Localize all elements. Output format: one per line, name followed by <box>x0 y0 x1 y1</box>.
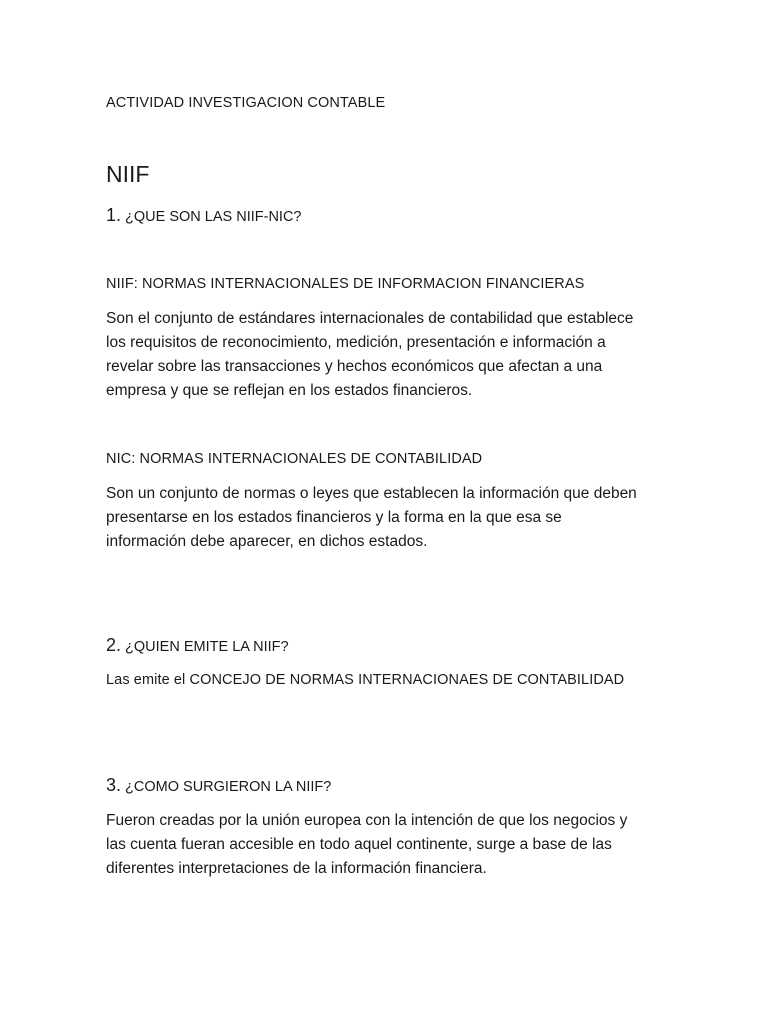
question-2-answer: Las emite el CONCEJO DE NORMAS INTERNACIONAES DE CONTABILIDAD <box>106 672 625 688</box>
question-2-number: 2. <box>106 635 122 655</box>
niif-subheading: NIIF: NORMAS INTERNACIONALES DE INFORMACION FINANCIERAS <box>106 276 585 292</box>
nic-definition <box>106 482 666 554</box>
question-1-number: 1. <box>106 205 122 225</box>
text-line: Fueron creadas por la unión europea con la intención de que los negocios y <box>106 812 628 829</box>
document-title: ACTIVIDAD INVESTIGACION CONTABLE <box>106 95 386 111</box>
question-1 <box>106 204 666 228</box>
question-3-number: 3. <box>106 775 122 795</box>
text-line: información debe aparecer, en dichos estados. <box>106 533 428 550</box>
question-3-answer <box>106 809 666 881</box>
text-line: las cuenta fueran accesible en todo aquel continente, surge a base de las <box>106 836 612 853</box>
text-line: revelar sobre las transacciones y hechos económicos que afectan a una <box>106 358 603 375</box>
text-line: diferentes interpretaciones de la información financiera. <box>106 860 487 877</box>
nic-subheading: NIC: NORMAS INTERNACIONALES DE CONTABILIDAD <box>106 451 483 467</box>
text-line: presentarse en los estados financieros y la forma en la que esa se <box>106 509 562 526</box>
text-line: los requisitos de reconocimiento, medición, presentación e información a <box>106 334 606 351</box>
question-2-text: ¿QUIEN EMITE LA NIIF? <box>125 639 289 655</box>
text-line: empresa y que se reflejan en los estados financieros. <box>106 382 473 399</box>
question-3 <box>106 774 666 798</box>
text-line: Son un conjunto de normas o leyes que establecen la información que deben <box>106 485 637 502</box>
question-3-text: ¿COMO SURGIERON LA NIIF? <box>125 779 332 795</box>
section-heading: NIIF <box>106 161 150 187</box>
question-2 <box>106 634 666 658</box>
text-line: Son el conjunto de estándares internacionales de contabilidad que establece <box>106 310 634 327</box>
niif-definition <box>106 307 666 403</box>
question-1-text: ¿QUE SON LAS NIIF-NIC? <box>125 209 302 225</box>
